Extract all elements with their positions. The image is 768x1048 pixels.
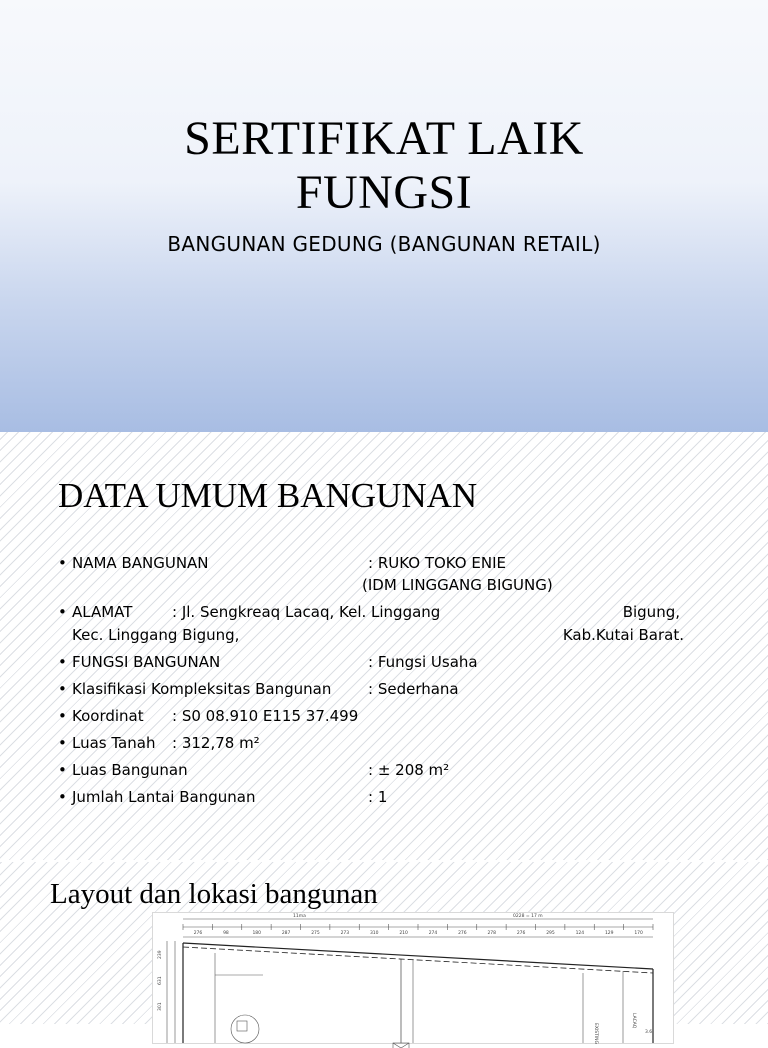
dim-total-label: 11ma	[293, 914, 306, 919]
item-label: Jumlah Lantai Bangunan	[72, 788, 256, 806]
list-item-koordinat	[58, 703, 718, 730]
item-label: Koordinat	[72, 707, 144, 725]
dim-right-label: 0228 = 17 m	[513, 914, 543, 919]
dimension-label: 295	[546, 931, 555, 936]
dimension-label: 631	[158, 976, 163, 985]
item-value-end: Bigung,	[622, 603, 680, 621]
floor-plan-image	[152, 912, 674, 1044]
dimension-label: 301	[158, 1002, 163, 1011]
bullet-icon: •	[58, 761, 67, 779]
dimension-label: 239	[158, 950, 163, 959]
dimension-label: 276	[193, 931, 203, 936]
list-item-luas-bangunan	[58, 757, 718, 784]
item-value: : S0 08.910 E115 37.499	[172, 707, 359, 725]
item-value: : RUKO TOKO ENIE	[368, 554, 506, 572]
list-item-luas-tanah	[58, 730, 718, 757]
dimension-label: 273	[340, 931, 350, 936]
dimension-label: 129	[604, 931, 614, 936]
slide-subtitle: BANGUNAN GEDUNG (BANGUNAN RETAIL)	[167, 232, 601, 256]
list-item-jumlah-lantai	[58, 784, 718, 811]
item-value-cont: Kec. Linggang Bigung,	[72, 626, 240, 644]
title-line-2: FUNGSI	[295, 166, 473, 219]
bullet-icon: •	[58, 554, 67, 572]
label-existing: EXISTING	[593, 1023, 598, 1045]
dimension-label: 310	[369, 931, 379, 936]
list-item-nama	[58, 550, 718, 596]
dimension-label: 98	[223, 931, 229, 936]
dimension-label: 170	[634, 931, 643, 936]
title-slide	[0, 0, 768, 432]
floor-plan-drawing	[153, 913, 673, 1043]
bullet-icon: •	[58, 680, 67, 698]
slide-title	[0, 112, 768, 220]
dimension-label: 276	[516, 931, 526, 936]
bullet-icon: •	[58, 788, 67, 806]
dimension-label: 278	[487, 931, 497, 936]
item-label: ALAMAT	[72, 603, 133, 621]
item-value: : Jl. Sengkreaq Lacaq, Kel. Linggang	[172, 603, 441, 621]
item-value: : Sederhana	[368, 680, 459, 698]
item-value: : 1	[368, 788, 388, 806]
dimension-label: 180	[252, 931, 262, 936]
item-value-cont: (IDM LINGGANG BIGUNG)	[362, 576, 553, 594]
item-label: Luas Bangunan	[72, 761, 188, 779]
slide-heading: Layout dan lokasi bangunan	[50, 878, 378, 910]
item-value-cont-end: Kab.Kutai Barat.	[562, 626, 684, 644]
data-list	[58, 550, 718, 811]
item-value: : Fungsi Usaha	[368, 653, 478, 671]
dim-side-label: 3.6	[645, 1030, 653, 1035]
title-line-1: SERTIFIKAT LAIK	[184, 112, 584, 165]
data-umum-slide	[0, 432, 768, 860]
bullet-icon: •	[58, 707, 67, 725]
item-value: : 312,78 m²	[172, 734, 260, 752]
label-lacaq: LACAQ	[631, 1013, 636, 1029]
dimension-label: 276	[458, 931, 467, 936]
item-label: FUNGSI BANGUNAN	[72, 653, 221, 671]
list-item-klasifikasi	[58, 676, 718, 703]
dimension-label: 210	[399, 931, 408, 936]
item-label: Klasifikasi Kompleksitas Bangunan	[72, 680, 332, 698]
item-label: Luas Tanah	[72, 734, 156, 752]
dimension-label: 287	[281, 931, 291, 936]
dimension-label: 124	[575, 931, 585, 936]
dimension-label: 275	[311, 931, 320, 936]
item-label: NAMA BANGUNAN	[72, 554, 209, 572]
item-value: : ± 208 m²	[368, 761, 450, 779]
bullet-icon: •	[58, 653, 67, 671]
list-item-alamat	[58, 599, 718, 649]
slide-heading: DATA UMUM BANGUNAN	[58, 476, 478, 515]
bullet-icon: •	[58, 603, 67, 621]
layout-slide	[0, 862, 768, 1045]
list-item-fungsi	[58, 649, 718, 676]
dimension-label: 274	[428, 931, 438, 936]
bullet-icon: •	[58, 734, 67, 752]
